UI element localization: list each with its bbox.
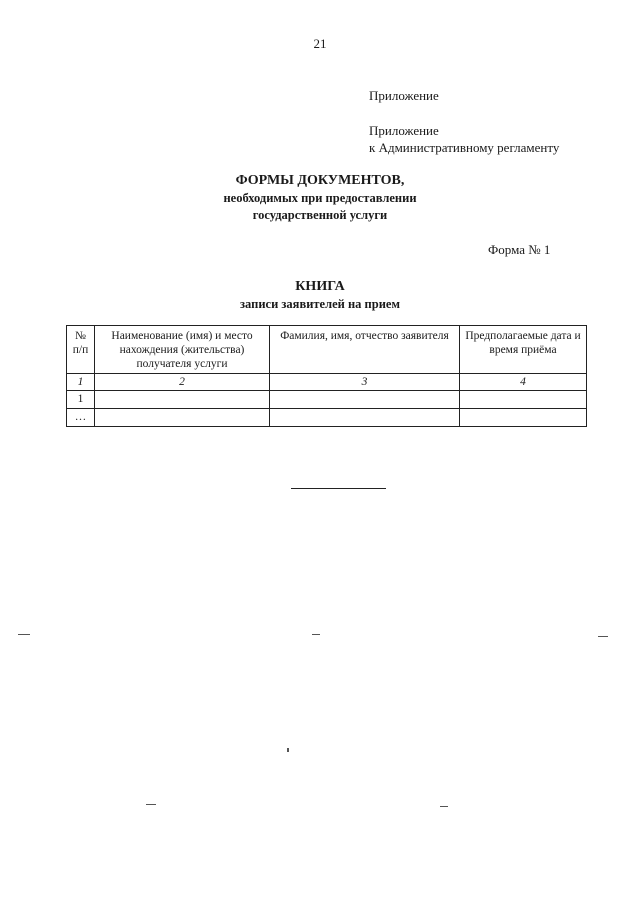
- title-main: ФОРМЫ ДОКУМЕНТОВ,: [235, 173, 405, 188]
- table-cell: [460, 391, 587, 409]
- scan-speck: [440, 806, 448, 807]
- book-title: КНИГА: [295, 279, 345, 294]
- end-rule: [291, 488, 386, 489]
- column-number: 3: [270, 374, 460, 391]
- register-table: [66, 325, 587, 427]
- document-title: [0, 172, 640, 224]
- page-number: 21: [313, 36, 327, 51]
- table-cell: [95, 409, 270, 427]
- table-cell: [460, 409, 587, 427]
- column-number: 2: [95, 374, 270, 391]
- header-number: № п/п: [67, 326, 95, 374]
- table-header-row: [67, 326, 587, 374]
- appendix-reference-line1: Приложение: [369, 123, 439, 138]
- scan-speck: [598, 636, 608, 637]
- scan-speck: [287, 748, 289, 752]
- form-number: Форма № 1: [488, 242, 551, 257]
- table-cell: [95, 391, 270, 409]
- table-cell: [270, 391, 460, 409]
- scan-speck: [312, 634, 320, 635]
- table-cell: [270, 409, 460, 427]
- header-appointment-time: Предполагаемые дата и время приёма: [460, 326, 587, 374]
- appendix-reference-line2: к Административному регламенту: [369, 140, 560, 155]
- column-number: 1: [67, 374, 95, 391]
- appendix-label: Приложение: [369, 88, 439, 103]
- header-recipient: Наименование (имя) и место нахождения (жительства) получателя услуги: [95, 326, 270, 374]
- table-cell: …: [67, 409, 95, 427]
- scan-speck: [18, 634, 30, 635]
- appendix-reference: [369, 122, 559, 156]
- book-heading: [0, 278, 640, 313]
- table-row: [67, 391, 587, 409]
- column-number: 4: [460, 374, 587, 391]
- book-subtitle: записи заявителей на прием: [240, 297, 400, 311]
- scan-speck: [146, 804, 156, 805]
- title-line3: государственной услуги: [252, 208, 388, 222]
- column-numbers-row: [67, 374, 587, 391]
- table-row: [67, 409, 587, 427]
- title-line2: необходимых при предоставлении: [223, 191, 417, 205]
- header-applicant-name: Фамилия, имя, отчество заявителя: [270, 326, 460, 374]
- table-cell: 1: [67, 391, 95, 409]
